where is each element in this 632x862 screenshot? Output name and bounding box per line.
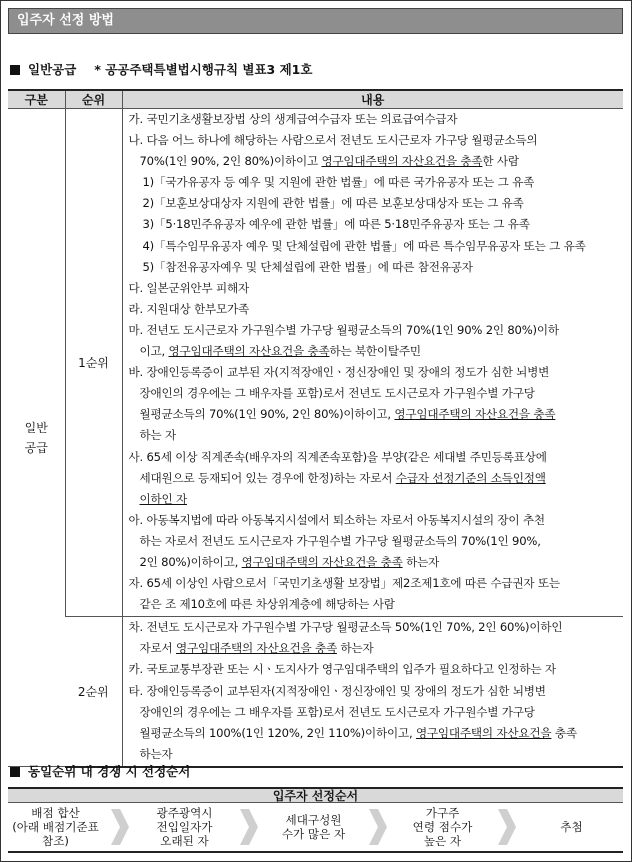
selection-order-header: 입주자 선정순서 (8, 787, 623, 803)
text-run: 하는 북한이탈주민 (329, 344, 421, 359)
item-sa-line1: 사. 65세 이상 직계존속(배우자의 직계존속포함)을 부양(같은 세대별 주민등록표상에 (128, 449, 547, 464)
underlined-text: 영구임대주택의 자산요건을 충족 (321, 154, 483, 169)
header-content: 내용 (122, 90, 623, 109)
text-run: 2인 80%)이하이고, (139, 554, 242, 569)
item-ba-line4: 하는 자 (139, 428, 176, 443)
item-ma-line1: 마. 전년도 도시근로자 가구원수별 가구당 월평균소득의 70%(1인 90% 2인 80%)이하 (128, 322, 559, 337)
step-householder-age (395, 806, 490, 848)
text-run: 자로서 (139, 641, 176, 656)
item-na-5: 5)「참전유공자예우 및 단체설립에 관한 법률」에 따른 참전유공자 (142, 259, 473, 274)
item-cha-line1: 차. 전년도 도시근로자 가구원수별 가구당 월평균소득 50%(1인 70%, 2인 60%)이하인 (128, 620, 563, 635)
item-da: 다. 일본군위안부 피해자 (128, 280, 249, 295)
step-text: 높은 자 (423, 834, 462, 848)
rank2-cell: 2순위 (65, 617, 122, 767)
supply-criteria-table (8, 89, 623, 768)
underlined-text: 영구임대주택의 자산요건을 충족 (241, 554, 403, 569)
step-score-sum (8, 806, 103, 848)
text-run: 월평균소득의 100%(1인 120%, 2인 110%)이하이고, (139, 725, 416, 740)
step-text: (아래 배점기준표 (12, 820, 99, 834)
item-na-1: 1)「국가유공자 등 예우 및 지원에 관한 법률」에 따른 국가유공자 또는 그 유족 (142, 175, 535, 190)
selection-order-flow (8, 803, 623, 853)
chevron-right-icon (232, 807, 266, 847)
square-bullet-icon (10, 767, 20, 777)
item-ba-line1: 바. 장애인등록증이 교부된 자(지적장애인ㆍ정신장애인 및 장애의 정도가 심한 뇌병변 (128, 365, 550, 380)
category-cell (8, 109, 65, 767)
text-run: 이고, (139, 344, 169, 359)
text-run: 하는자 (336, 641, 374, 656)
chevron-right-icon (361, 807, 395, 847)
item-a-line3 (129, 552, 624, 573)
category-label-line1: 일반 (24, 420, 48, 435)
table-row (8, 109, 623, 617)
step-text: 수가 많은 자 (281, 827, 346, 841)
underlined-text: 영구임대주택의 자산요건을 충족 (394, 407, 556, 422)
item-ja-line1: 자. 65세 이상인 사람으로서「국민기초생활 보장법」제2조제1호에 따른 수급권자 또는 (128, 576, 560, 591)
item-cha-line2 (129, 638, 624, 659)
text-run: 70%(1인 90%, 2인 80%)이하이고 (139, 154, 322, 169)
text-run: 한 사람 (482, 154, 519, 169)
item-ta (129, 681, 624, 765)
section-note: * 공공주택특별법시행규칙 별표3 제1호 (94, 62, 313, 77)
item-na (129, 130, 624, 172)
text-run: 월평균소득의 70%(1인 90%, 2인 80%)이하이고, (139, 407, 395, 422)
square-bullet-icon (10, 65, 20, 75)
item-ma-line2 (129, 341, 624, 362)
item-ra: 라. 지원대상 한부모가족 (128, 301, 249, 316)
item-na-line1: 나. 다음 어느 하나에 해당하는 사람으로서 전년도 도시근로자 가구당 월평균소득의 (128, 133, 538, 148)
item-a-line1: 아. 아동복지법에 따라 아동복지시설에서 퇴소하는 자로서 아동복지시설의 장이 추천 (128, 512, 545, 527)
step-household-size (266, 813, 361, 841)
item-sa-line2 (129, 468, 624, 489)
item-sa-line3 (129, 489, 624, 510)
chevron-right-icon (490, 807, 524, 847)
step-lottery: 추첨 (560, 820, 583, 834)
step-text: 세대구성원 (285, 813, 342, 827)
item-ta-line3 (129, 723, 624, 744)
item-ja-line2: 같은 조 제10호에 따른 차상위계층에 해당하는 사람 (139, 597, 395, 612)
text-run: 충족 (551, 725, 577, 740)
item-ka: 카. 국토교통부장관 또는 시ㆍ도지사가 영구임대주택의 입주가 필요하다고 인정하는 자 (128, 662, 556, 677)
header-rank: 순위 (65, 90, 122, 109)
section-title-text: 동일순위 내 경쟁 시 선정순서 (28, 764, 191, 779)
section-title-text: 일반공급 (28, 62, 77, 77)
rank1-content (122, 109, 623, 617)
underlined-text: 이하인 자 (139, 491, 187, 506)
text-run: 세대원으로 등재되어 있는 경우에 한정)하는 자로서 (139, 470, 396, 485)
underlined-text: 영구임대주택의 자산요건을 충족 (168, 344, 330, 359)
item-ja (129, 573, 624, 615)
underlined-text: 영구임대주택의 자산요건을 (415, 725, 552, 740)
item-a (129, 510, 624, 573)
item-na-2: 2)「보훈보상대상자 지원에 관한 법률」에 따른 보훈보상대상자 또는 그 유족 (142, 196, 524, 211)
item-a-line2: 하는 자로서 전년도 도시근로자 가구원수별 가구당 월평균소득의 70%(1인 90%, (139, 533, 541, 548)
category-label-line2: 공급 (24, 440, 48, 455)
header-category: 구분 (8, 90, 65, 109)
step-text: 연령 점수가 (412, 820, 473, 834)
item-na-line2 (129, 151, 624, 172)
item-na-3: 3)「5·18민주유공자 예우에 관한 법률」에 따른 5·18민주유공자 또는 그 유족 (142, 217, 530, 232)
step-text: 배점 합산 (31, 806, 80, 820)
step-text: 광주광역시 (156, 806, 213, 820)
step-text: 전입일자가 (156, 820, 213, 834)
section-title-tiebreak (10, 762, 190, 780)
step-text: 오래된 자 (160, 834, 209, 848)
item-ga: 가. 국민기초생활보장법 상의 생계급여수급자 또는 의료급여수급자 (128, 112, 458, 126)
table-header-row (8, 90, 623, 109)
item-ba-line3 (129, 404, 624, 425)
item-ta-line4: 하는자 (139, 746, 173, 761)
item-ta-line2: 장애인의 경우에는 그 배우자를 포함)로서 전년도 도시근로자 가구원수별 가구당 (139, 704, 535, 719)
item-ba-line2: 장애인의 경우에는 그 배우자를 포함)로서 전년도 도시근로자 가구원수별 가구당 (139, 386, 535, 401)
page-title: 입주자 선정 방법 (8, 8, 623, 34)
section-title-general-supply (10, 60, 312, 78)
table-row (8, 617, 623, 767)
step-text: 가구주 (425, 806, 460, 820)
item-na-4: 4)「특수임무유공자 예우 및 단체설립에 관한 법률」에 따른 특수임무유공자 또는 그 유족 (142, 238, 586, 253)
rank1-cell: 1순위 (65, 109, 122, 617)
rank2-content (122, 617, 623, 767)
item-cha (129, 617, 624, 659)
underlined-text: 수급자 선정기준의 소득인정액 (395, 470, 546, 485)
item-ta-line1: 타. 장애인등록증이 교부된자(지적장애인ㆍ정신장애인 및 장애의 정도가 심한 뇌병변 (128, 683, 546, 698)
step-text: 참조) (42, 834, 69, 848)
text-run: 하는자 (402, 554, 440, 569)
item-ba (129, 362, 624, 446)
step-residency-date (137, 806, 232, 848)
item-ma (129, 320, 624, 362)
item-sa (129, 447, 624, 510)
underlined-text: 영구임대주택의 자산요건을 충족 (175, 641, 337, 656)
chevron-right-icon (103, 807, 137, 847)
